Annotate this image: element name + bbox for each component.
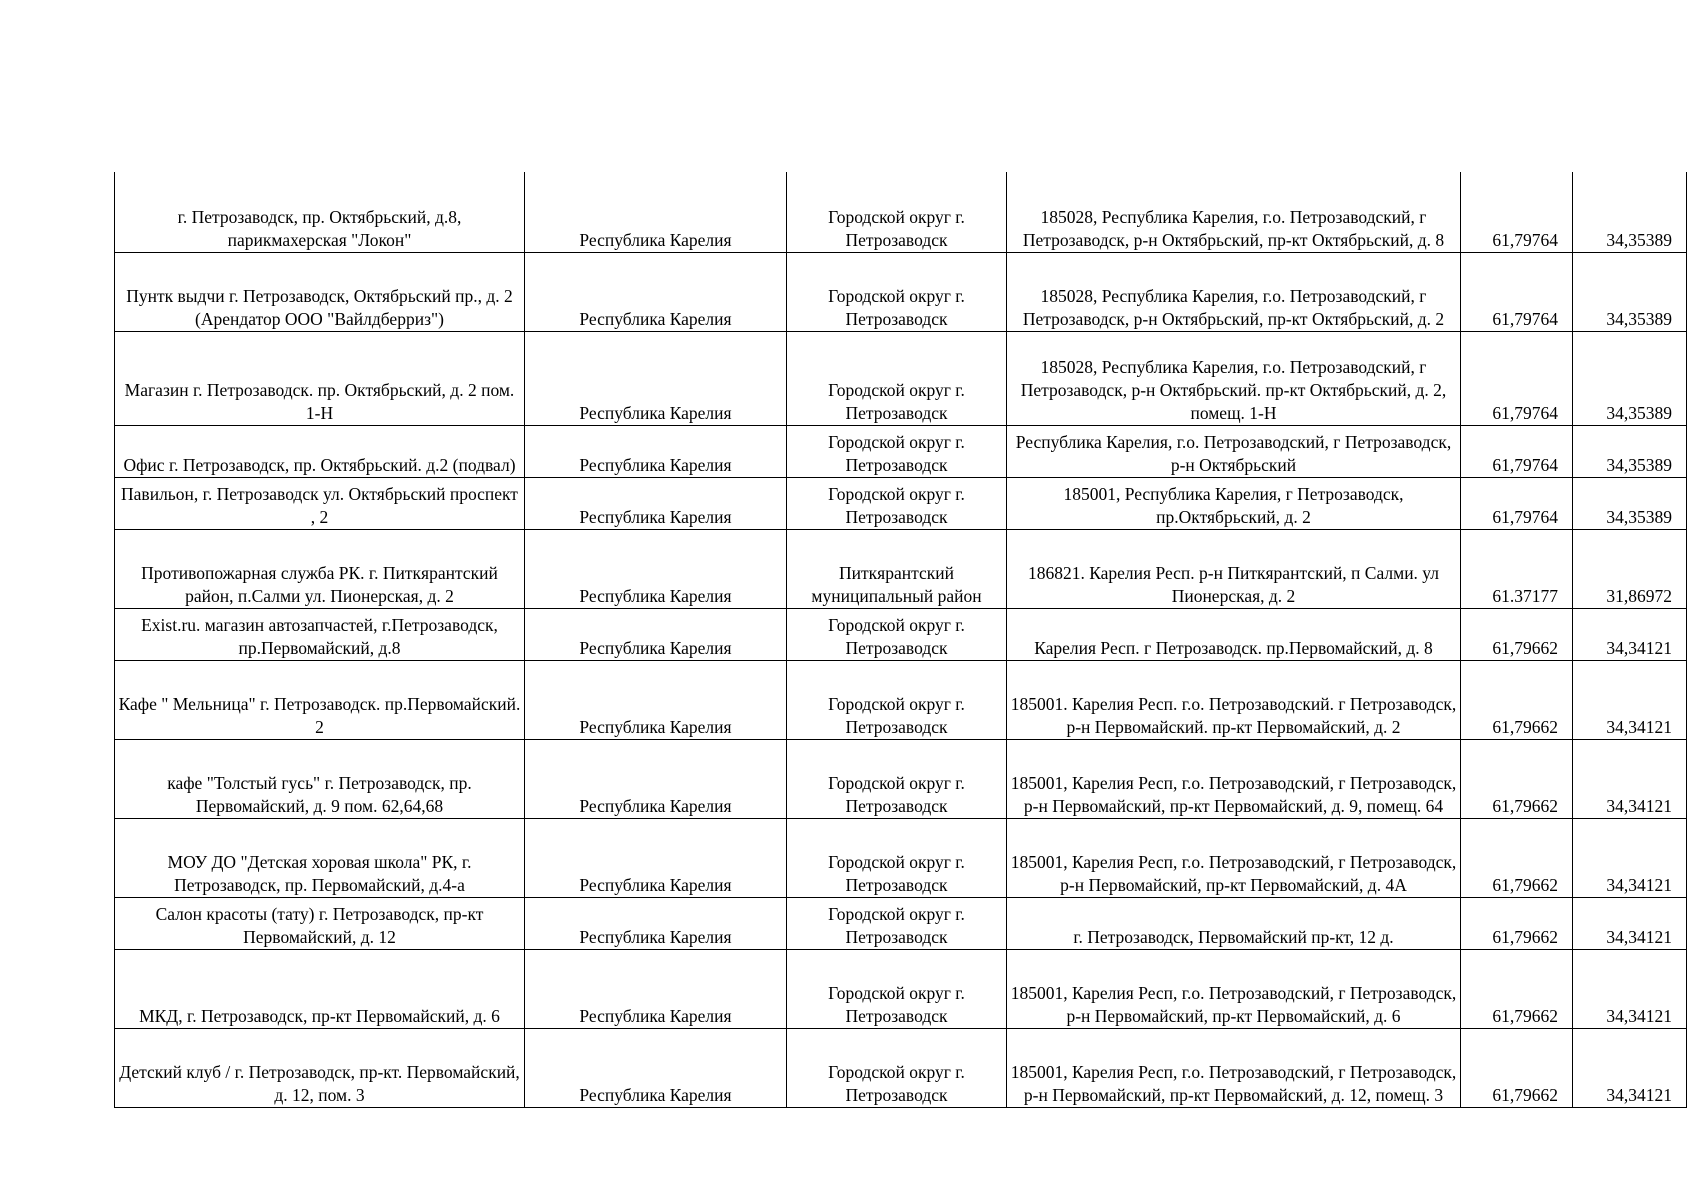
table-row [115,818,1687,897]
municipality-cell: Городской округ г. Петрозаводск [787,425,1007,477]
latitude-cell: 61,79662 [1461,660,1573,739]
latitude-cell: 61,79662 [1461,608,1573,660]
longitude-cell: 34,35389 [1573,252,1687,331]
longitude-cell: 34,35389 [1573,425,1687,477]
region-cell: Республика Карелия [525,529,787,608]
objects-table-body [115,172,1687,1107]
address-cell: 185028, Республика Карелия, г.о. Петрозаводский, г Петрозаводск, р-н Октябрьский, пр-кт Октябрьский, д. 2 [1007,252,1461,331]
latitude-cell: 61,79764 [1461,331,1573,425]
object-name-cell: МКД, г. Петрозаводск, пр-кт Первомайский, д. 6 [115,949,525,1028]
object-name-cell: Пунтк выдчи г. Петрозаводск, Октябрьский пр., д. 2 (Арендатор ООО "Вайлдберриз") [115,252,525,331]
object-name-cell: Детский клуб / г. Петрозаводск, пр-кт. Первомайский, д. 12, пом. 3 [115,1028,525,1107]
table-row [115,529,1687,608]
table-row [115,252,1687,331]
municipality-cell: Городской округ г. Петрозаводск [787,897,1007,949]
object-name-cell: Кафе " Мельница" г. Петрозаводск. пр.Первомайский. 2 [115,660,525,739]
region-cell: Республика Карелия [525,1028,787,1107]
region-cell: Республика Карелия [525,818,787,897]
municipality-cell: Городской округ г. Петрозаводск [787,949,1007,1028]
longitude-cell: 34,34121 [1573,818,1687,897]
objects-table [114,172,1687,1108]
address-cell: г. Петрозаводск, Первомайский пр-кт, 12 д. [1007,897,1461,949]
table-row [115,331,1687,425]
municipality-cell: Городской округ г. Петрозаводск [787,608,1007,660]
table-row [115,172,1687,252]
latitude-cell: 61,79764 [1461,477,1573,529]
table-row [115,949,1687,1028]
address-cell: 185028, Республика Карелия, г.о. Петрозаводский, г Петрозаводск, р-н Октябрьский. пр-кт Октябрьский, д. 2, помещ. 1-Н [1007,331,1461,425]
latitude-cell: 61,79764 [1461,425,1573,477]
region-cell: Республика Карелия [525,660,787,739]
address-cell: 185001. Карелия Респ. г.о. Петрозаводский. г Петрозаводск, р-н Первомайский. пр-кт Первомайский, д. 2 [1007,660,1461,739]
region-cell: Республика Карелия [525,897,787,949]
longitude-cell: 34,34121 [1573,897,1687,949]
table-row [115,425,1687,477]
object-name-cell: Exist.ru. магазин автозапчастей, г.Петрозаводск, пр.Первомайский, д.8 [115,608,525,660]
longitude-cell: 34,34121 [1573,739,1687,818]
latitude-cell: 61,79662 [1461,949,1573,1028]
object-name-cell: г. Петрозаводск, пр. Октябрьский, д.8, парикмахерская "Локон" [115,172,525,252]
latitude-cell: 61,79662 [1461,1028,1573,1107]
region-cell: Республика Карелия [525,608,787,660]
latitude-cell: 61,79662 [1461,739,1573,818]
municipality-cell: Городской округ г. Петрозаводск [787,818,1007,897]
address-cell: 185001, Республика Карелия, г Петрозаводск, пр.Октябрьский, д. 2 [1007,477,1461,529]
municipality-cell: Городской округ г. Петрозаводск [787,1028,1007,1107]
object-name-cell: Противопожарная служба РК. г. Питкярантский район, п.Салми ул. Пионерская, д. 2 [115,529,525,608]
region-cell: Республика Карелия [525,172,787,252]
longitude-cell: 34,34121 [1573,660,1687,739]
table-row [115,660,1687,739]
municipality-cell: Городской округ г. Петрозаводск [787,477,1007,529]
municipality-cell: Городской округ г. Петрозаводск [787,252,1007,331]
longitude-cell: 34,35389 [1573,477,1687,529]
municipality-cell: Городской округ г. Петрозаводск [787,331,1007,425]
longitude-cell: 31,86972 [1573,529,1687,608]
region-cell: Республика Карелия [525,425,787,477]
longitude-cell: 34,34121 [1573,949,1687,1028]
table-row [115,897,1687,949]
object-name-cell: Магазин г. Петрозаводск. пр. Октябрьский, д. 2 пом. 1-Н [115,331,525,425]
region-cell: Республика Карелия [525,739,787,818]
address-cell: 185001, Карелия Респ, г.о. Петрозаводский, г Петрозаводск, р-н Первомайский, пр-кт Первомайский, д. 4А [1007,818,1461,897]
object-name-cell: МОУ ДО "Детская хоровая школа" РК, г. Петрозаводск, пр. Первомайский, д.4-а [115,818,525,897]
latitude-cell: 61,79764 [1461,172,1573,252]
latitude-cell: 61,79764 [1461,252,1573,331]
object-name-cell: кафе "Толстый гусь" г. Петрозаводск, пр. Первомайский, д. 9 пом. 62,64,68 [115,739,525,818]
longitude-cell: 34,35389 [1573,172,1687,252]
object-name-cell: Салон красоты (тату) г. Петрозаводск, пр-кт Первомайский, д. 12 [115,897,525,949]
address-cell: Карелия Респ. г Петрозаводск. пр.Первомайский, д. 8 [1007,608,1461,660]
address-cell: 185001, Карелия Респ, г.о. Петрозаводский, г Петрозаводск, р-н Первомайский, пр-кт Первомайский, д. 9, помещ. 64 [1007,739,1461,818]
table-row [115,477,1687,529]
latitude-cell: 61,79662 [1461,897,1573,949]
longitude-cell: 34,34121 [1573,1028,1687,1107]
municipality-cell: Городской округ г. Петрозаводск [787,660,1007,739]
municipality-cell: Городской округ г. Петрозаводск [787,172,1007,252]
address-cell: 185028, Республика Карелия, г.о. Петрозаводский, г Петрозаводск, р-н Октябрьский, пр-кт Октябрьский, д. 8 [1007,172,1461,252]
municipality-cell: Питкярантский муниципальный район [787,529,1007,608]
address-cell: Республика Карелия, г.о. Петрозаводский, г Петрозаводск, р-н Октябрьский [1007,425,1461,477]
address-cell: 185001, Карелия Респ, г.о. Петрозаводский, г Петрозаводск, р-н Первомайский, пр-кт Первомайский, д. 6 [1007,949,1461,1028]
longitude-cell: 34,35389 [1573,331,1687,425]
table-row [115,739,1687,818]
table-row [115,1028,1687,1107]
latitude-cell: 61.37177 [1461,529,1573,608]
object-name-cell: Офис г. Петрозаводск, пр. Октябрьский. д.2 (подвал) [115,425,525,477]
region-cell: Республика Карелия [525,949,787,1028]
address-cell: 186821. Карелия Респ. р-н Питкярантский, п Салми. ул Пионерская, д. 2 [1007,529,1461,608]
address-cell: 185001, Карелия Респ, г.о. Петрозаводский, г Петрозаводск, р-н Первомайский, пр-кт Первомайский, д. 12, помещ. 3 [1007,1028,1461,1107]
table-row [115,608,1687,660]
latitude-cell: 61,79662 [1461,818,1573,897]
region-cell: Республика Карелия [525,331,787,425]
object-name-cell: Павильон, г. Петрозаводск ул. Октябрьский проспект , 2 [115,477,525,529]
longitude-cell: 34,34121 [1573,608,1687,660]
municipality-cell: Городской округ г. Петрозаводск [787,739,1007,818]
region-cell: Республика Карелия [525,477,787,529]
region-cell: Республика Карелия [525,252,787,331]
